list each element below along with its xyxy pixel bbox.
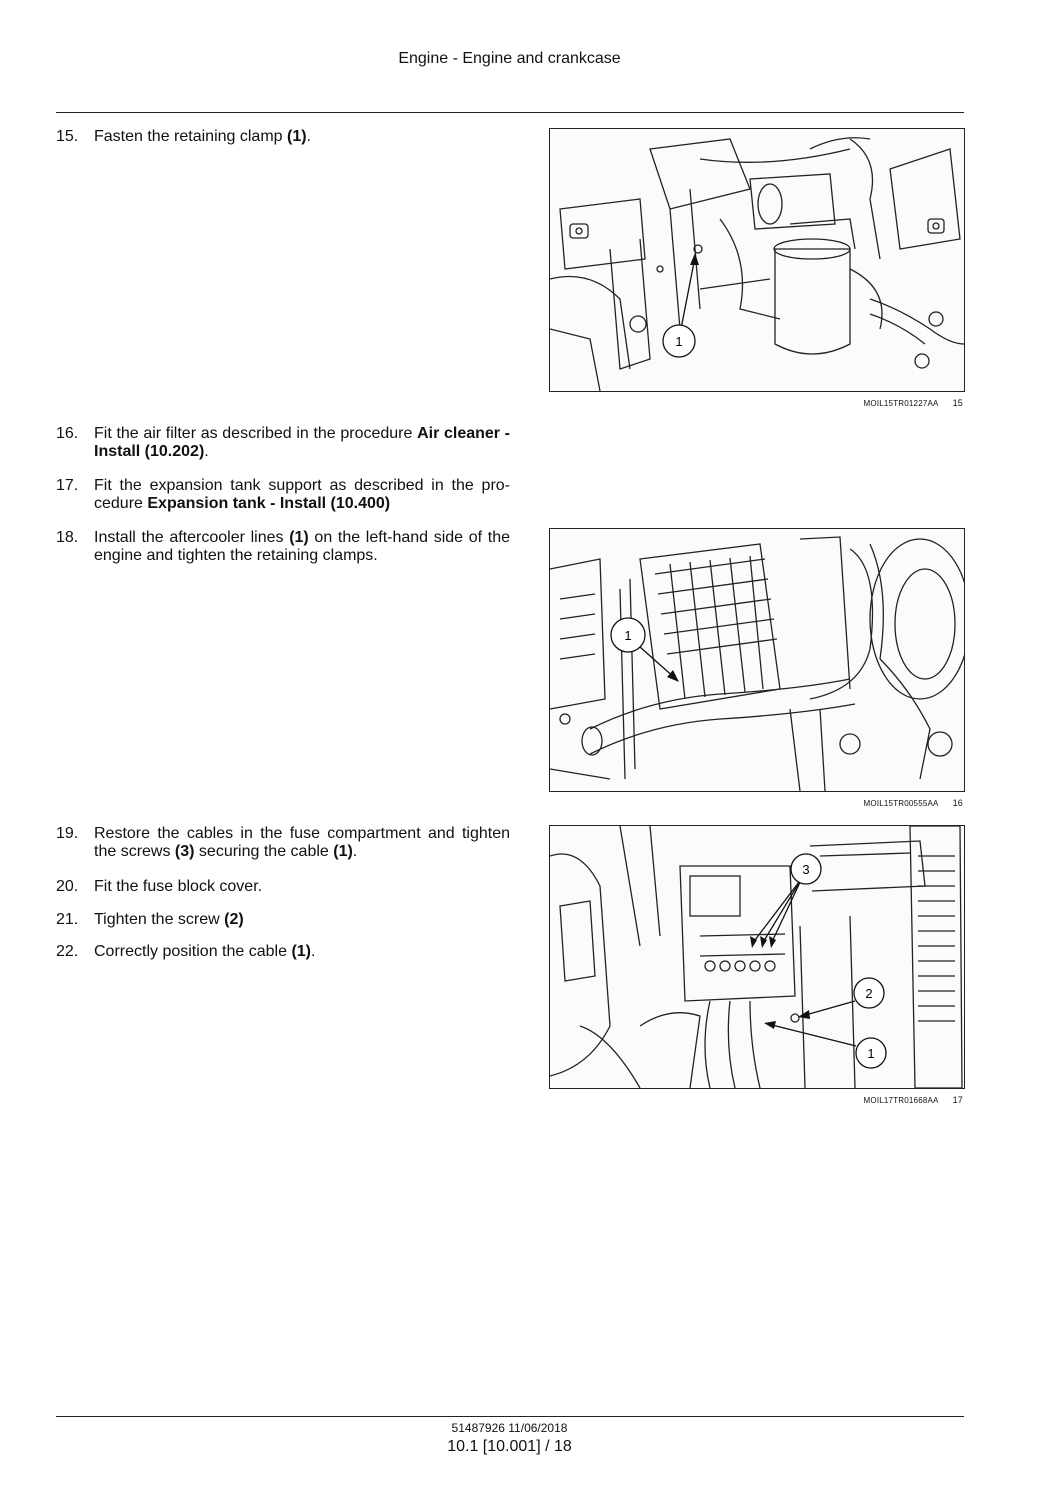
step-number: 16. — [56, 425, 79, 442]
callout-arrowhead — [798, 1010, 810, 1019]
callout-label: 3 — [802, 862, 810, 877]
step-text — [94, 825, 510, 861]
step-number: 21. — [56, 911, 79, 928]
engine-line-drawing — [550, 129, 964, 391]
step-text-run: Install the aftercooler lines — [94, 529, 290, 546]
step-22 — [56, 943, 510, 961]
callout-3 — [791, 854, 821, 884]
fuse-compartment-line-drawing — [550, 826, 964, 1088]
step-text-run: . — [204, 443, 209, 460]
step-text-run: Fit the expansion tank support as described in the pro-cedure — [94, 477, 510, 512]
callout-label: 2 — [865, 986, 873, 1001]
footer-document-reference: 51487926 11/06/2018 — [451, 1421, 568, 1435]
step-text-bold: (1) — [333, 843, 353, 860]
callout-leader — [768, 1024, 856, 1046]
step-text — [94, 911, 510, 929]
step-19 — [56, 825, 510, 861]
step-text-bold: (2) — [224, 911, 244, 928]
step-text-run: Fasten the retaining clamp — [94, 128, 287, 145]
figure-number: 17 — [952, 1095, 963, 1105]
figure-15-caption — [549, 398, 963, 408]
callout-leader — [680, 257, 695, 334]
figure-code: MOIL17TR01668AA — [863, 1096, 939, 1105]
step-text-bold: Expansion tank - Install (10.400) — [147, 495, 391, 512]
step-number: 17. — [56, 477, 79, 494]
step-text-run: Tighten the screw — [94, 911, 225, 928]
step-15 — [56, 128, 510, 146]
figure-17-fuse-compartment-illustration — [549, 825, 965, 1089]
step-text-bold: (1) — [291, 943, 311, 960]
step-text-run: securing the cable — [194, 843, 334, 860]
callout-1 — [663, 325, 695, 357]
step-number: 22. — [56, 943, 79, 960]
step-text-bold: (1) — [287, 128, 307, 145]
page-header-title: Engine - Engine and crankcase — [398, 50, 621, 67]
figure-16-caption — [549, 798, 963, 808]
figure-code: MOIL15TR01227AA — [863, 399, 939, 408]
step-text-bold: (1) — [289, 529, 309, 546]
step-text — [94, 477, 510, 513]
step-16 — [56, 425, 510, 461]
callout-arrowhead — [764, 1021, 776, 1029]
step-text-run: Fit the fuse block cover. — [94, 878, 263, 895]
step-text-run: Restore the cables in the fuse compartment and tighten the screws — [94, 825, 510, 860]
step-text-run: on the left-hand side of the engine and tighten the retaining clamps. — [94, 529, 510, 564]
footer-rule — [56, 1416, 964, 1417]
figure-17-caption — [549, 1095, 963, 1105]
callout-2 — [854, 978, 884, 1008]
step-20 — [56, 878, 510, 896]
step-text — [94, 128, 510, 146]
figure-number: 16 — [952, 798, 963, 808]
step-number: 18. — [56, 529, 79, 546]
figure-15-engine-clamp-illustration — [549, 128, 965, 392]
step-text — [94, 425, 510, 461]
step-number: 19. — [56, 825, 79, 842]
step-18 — [56, 529, 510, 565]
step-text-run: . — [306, 128, 312, 145]
step-text-run: . — [352, 843, 358, 860]
step-number: 15. — [56, 128, 79, 145]
step-number: 20. — [56, 878, 79, 895]
callout-label: 1 — [624, 628, 632, 643]
footer-page-number: 10.1 [10.001] / 18 — [447, 1438, 572, 1455]
step-21 — [56, 911, 510, 929]
header-rule — [56, 112, 964, 113]
step-text-run: . — [311, 943, 316, 960]
step-text-bold: (3) — [174, 843, 195, 860]
callout-leader — [802, 1001, 855, 1016]
callout-1 — [856, 1038, 886, 1068]
step-17 — [56, 477, 510, 513]
figure-16-aftercooler-lines-illustration — [549, 528, 965, 792]
figure-number: 15 — [952, 398, 963, 408]
callout-label: 1 — [675, 334, 683, 349]
figure-code: MOIL15TR00555AA — [863, 799, 939, 808]
callout-1 — [611, 618, 645, 652]
step-text-run: Fit the air filter as described in the procedure — [94, 425, 418, 442]
aftercooler-line-drawing — [550, 529, 964, 791]
callout-arrowhead — [769, 936, 776, 948]
step-text — [94, 943, 510, 961]
step-text — [94, 529, 510, 565]
step-text — [94, 878, 510, 896]
callout-label: 1 — [867, 1046, 875, 1061]
callout-arrowhead — [690, 253, 699, 265]
step-text-bold: Air cleaner - Install (10.202) — [94, 425, 511, 460]
callout-leader — [771, 878, 802, 944]
step-text-run: Correctly position the cable — [94, 943, 292, 960]
